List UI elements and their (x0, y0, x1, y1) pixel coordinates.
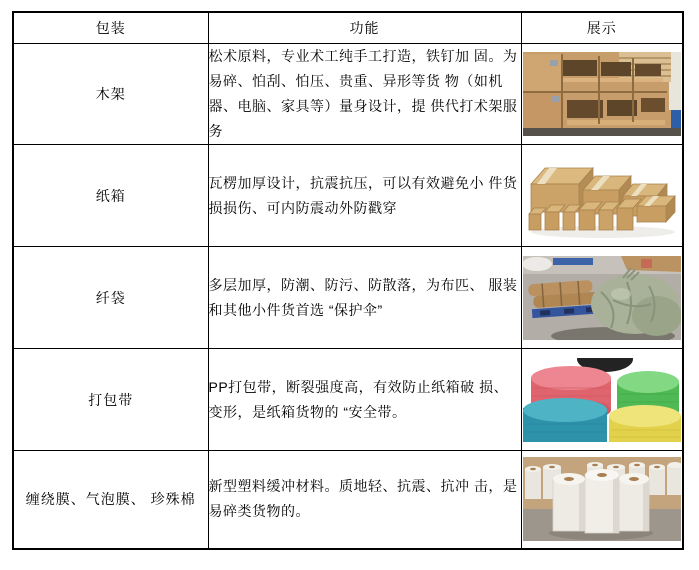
packaging-type-cell: 纤袋 (13, 247, 208, 349)
film-rolls-photo (523, 457, 681, 541)
packaging-type-cell: 纸箱 (13, 145, 208, 247)
wooden-crates-photo (523, 52, 681, 136)
photo-cell (521, 247, 683, 349)
table-row-wooden-frame (13, 44, 683, 145)
strapping-rolls-photo (523, 358, 681, 442)
header-row (13, 12, 683, 44)
function-cell: 多层加厚，防潮、防污、防散落，为布匹、 服装和其他小件货首选 “保护伞” (208, 247, 521, 349)
function-cell: 松术原料，专业术工纯手工打造，铁钉加 固。为易碎、怕刮、怕压、贵重、异形等货 物（如机器、电脑、家具等）量身设计，提 供代打术架服务 (208, 44, 521, 145)
function-cell: 新型塑料缓冲材料。质地轻、抗震、抗冲 击，是易碎类货物的。 (208, 451, 521, 549)
photo-cell (521, 44, 683, 145)
table-row-film (13, 451, 683, 549)
photo-cell (521, 349, 683, 451)
packaging-table (12, 11, 684, 550)
header-function: 功能 (208, 12, 521, 44)
packaging-type-cell: 缠绕膜、气泡膜、 珍殊棉 (13, 451, 208, 549)
function-cell: 瓦楞加厚设计，抗震抗压，可以有效避免小 件货损损伤、可内防震动外防戳穿 (208, 145, 521, 247)
fiber-bags-photo (523, 256, 681, 340)
table-row-strapping (13, 349, 683, 451)
cardboard-boxes-photo (523, 154, 681, 238)
photo-cell (521, 451, 683, 549)
table-row-fiber-bag (13, 247, 683, 349)
packaging-type-cell: 打包带 (13, 349, 208, 451)
header-display: 展示 (521, 12, 683, 44)
function-cell: PP打包带，断裂强度高，有效防止纸箱破 损、变形，是纸箱货物的 “安全带。 (208, 349, 521, 451)
packaging-type-cell: 木架 (13, 44, 208, 145)
header-packaging: 包装 (13, 12, 208, 44)
photo-cell (521, 145, 683, 247)
table-row-carton (13, 145, 683, 247)
